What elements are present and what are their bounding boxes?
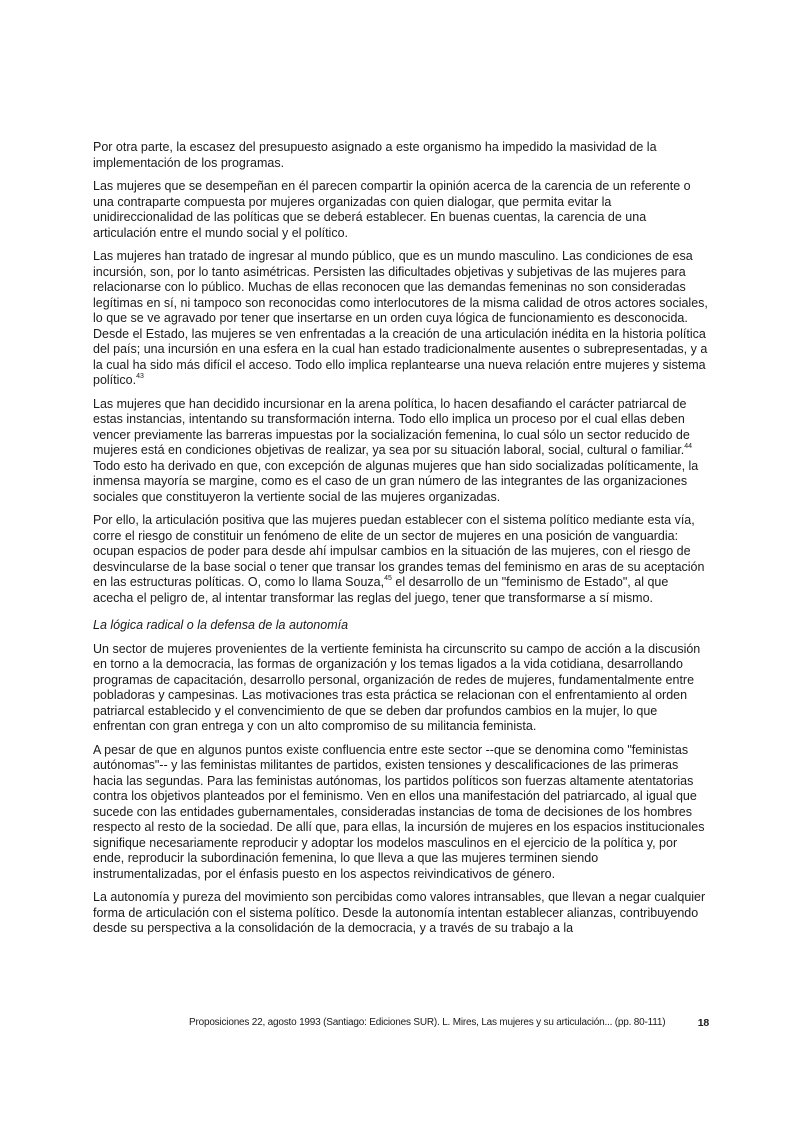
paragraph xyxy=(93,513,708,606)
section-heading: La lógica radical o la defensa de la autonomía xyxy=(93,618,349,632)
paragraph-text: Las mujeres han tratado de ingresar al mundo público, que es un mundo masculino. Las condiciones de esa incursión, son, por lo tanto asimétricas. Persisten las dificultades objetivas y subjetivas de las mujeres para relacionarse con lo público. Muchas de ellas reconocen que las demandas femeninas no son consideradas legítimas en sí, ni tampoco son reconocidas como interlocutores de la misma calidad de otros actores sociales, lo que se ve agravado por tener que insertarse en un orden cuya lógica de funcionamiento es desconocida. Desde el Estado, las mujeres se ven enfrentadas a la creación de una articulación inédita en la historia política del país; una incursión en una esfera en la cual han estado tradicionalmente ausentes o subrepresentadas, y a la cual ha sido más difícil el acceso. Todo ello implica replantearse una nueva relación entre mujeres y sistema político. xyxy=(93,249,708,387)
footer-citation: Proposiciones 22, agosto 1993 (Santiago: Ediciones SUR). L. Mires, Las mujeres y su articulación... (pp. 80-111) xyxy=(189,1017,666,1028)
paragraph-text: Las mujeres que han decidido incursionar en la arena política, lo hacen desafiando el carácter patriarcal de estas instancias, intentando su transformación interna. Todo ello implica un proceso por el cual ellas deben vencer previamente las barreras impuestas por la socialización femenina, lo cual sólo un sector reducido de mujeres está en condiciones objetivas de realizar, ya sea por su situación laboral, social, cultural o familiar. xyxy=(93,396,690,457)
paragraph: La autonomía y pureza del movimiento son percibidas como valores intransables, que llevan a negar cualquier forma de articulación con el sistema político. Desde la autonomía intentan establecer alianzas, contribuyendo desde su perspectiva a la consolidación de la democracia, y a través de su trabajo a la xyxy=(93,890,706,935)
paragraph: Las mujeres que se desempeñan en él parecen compartir la opinión acerca de la carencia de un referente o una contraparte compuesta por mujeres organizadas con quien dialogar, que permita evitar la unidireccionalidad de las políticas que se deberá establecer. En buenas cuentas, la carencia de una articulación entre el mundo social y el político. xyxy=(93,179,691,240)
footnote-ref: 45 xyxy=(384,575,392,582)
paragraph xyxy=(93,397,708,506)
footnote-ref: 43 xyxy=(136,373,144,380)
paragraph xyxy=(93,249,708,389)
paragraph-text: Por ello, la articulación positiva que las mujeres puedan establecer con el sistema político mediante esta vía, corre el riesgo de constituir un fenómeno de elite de un sector de mujeres en una posición de vanguardia: ocupan espacios de poder para desde ahí impulsar cambios en la situación de las mujeres, con el riesgo de desvincularse de la base social o tener que transar los grandes temas del feminismo en aras de su aceptación en las estructuras políticas. O, como lo llama Souza, xyxy=(93,513,705,589)
page-footer xyxy=(189,1017,709,1028)
paragraph: Un sector de mujeres provenientes de la vertiente feminista ha circunscrito su campo de acción a la discusión en torno a la democracia, las formas de organización y los temas ligados a la vida cotidiana, desarrollando programas de capacitación, desarrollo personal, organización de redes de mujeres, fundamentalmente entre pobladoras y campesinas. Las motivaciones tras esta práctica se relacionan con el enfrentamiento al orden patriarcal establecido y el convencimiento de que se deben dar profundos cambios en la mujer, lo que enfrentan con gran entrega y con un alto compromiso de su militancia feminista. xyxy=(93,641,701,733)
page-number: 18 xyxy=(697,1017,709,1029)
paragraph: A pesar de que en algunos puntos existe confluencia entre este sector --que se denomina como "feministas autónomas"-- y las feministas militantes de partidos, existen tensiones y descalificaciones de las primeras hacia las segundas. Para las feministas autónomas, los partidos políticos son fuerzas altamente atentatorias contra los objetivos planteados por el feminismo. Ven en ellos una manifestación del patriarcado, al igual que sucede con las entidades gubernamentales, consideradas instancias de toma de decisiones de los hombres respecto al resto de la sociedad. De allí que, para ellas, la incursión de mujeres en los espacios institucionales signifique necesariamente reproducir y adoptar los modelos masculinos en el ejercicio de la política y, por ende, reproducir la subordinación femenina, lo que lleva a que las mujeres terminen siendo instrumentalizadas, por el énfasis puesto en los aspectos reivindicativos de género. xyxy=(93,742,705,881)
document-body xyxy=(93,140,708,945)
paragraph: Por otra parte, la escasez del presupuesto asignado a este organismo ha impedido la masividad de la implementación de los programas. xyxy=(93,140,657,170)
paragraph-text: Todo esto ha derivado en que, con excepción de algunas mujeres que han sido socializadas políticamente, la inmensa mayoría se margine, como es el caso de un gran número de las integrantes de las organizaciones sociales que constituyeron la vertiente social de las mujeres organizadas. xyxy=(93,458,699,504)
footnote-ref: 44 xyxy=(684,443,693,450)
paragraph-text: el desarrollo de un "feminismo de Estado", al que acecha el peligro de, al intentar transformar las reglas del juego, tener que transformarse a sí mismo. xyxy=(93,575,669,605)
